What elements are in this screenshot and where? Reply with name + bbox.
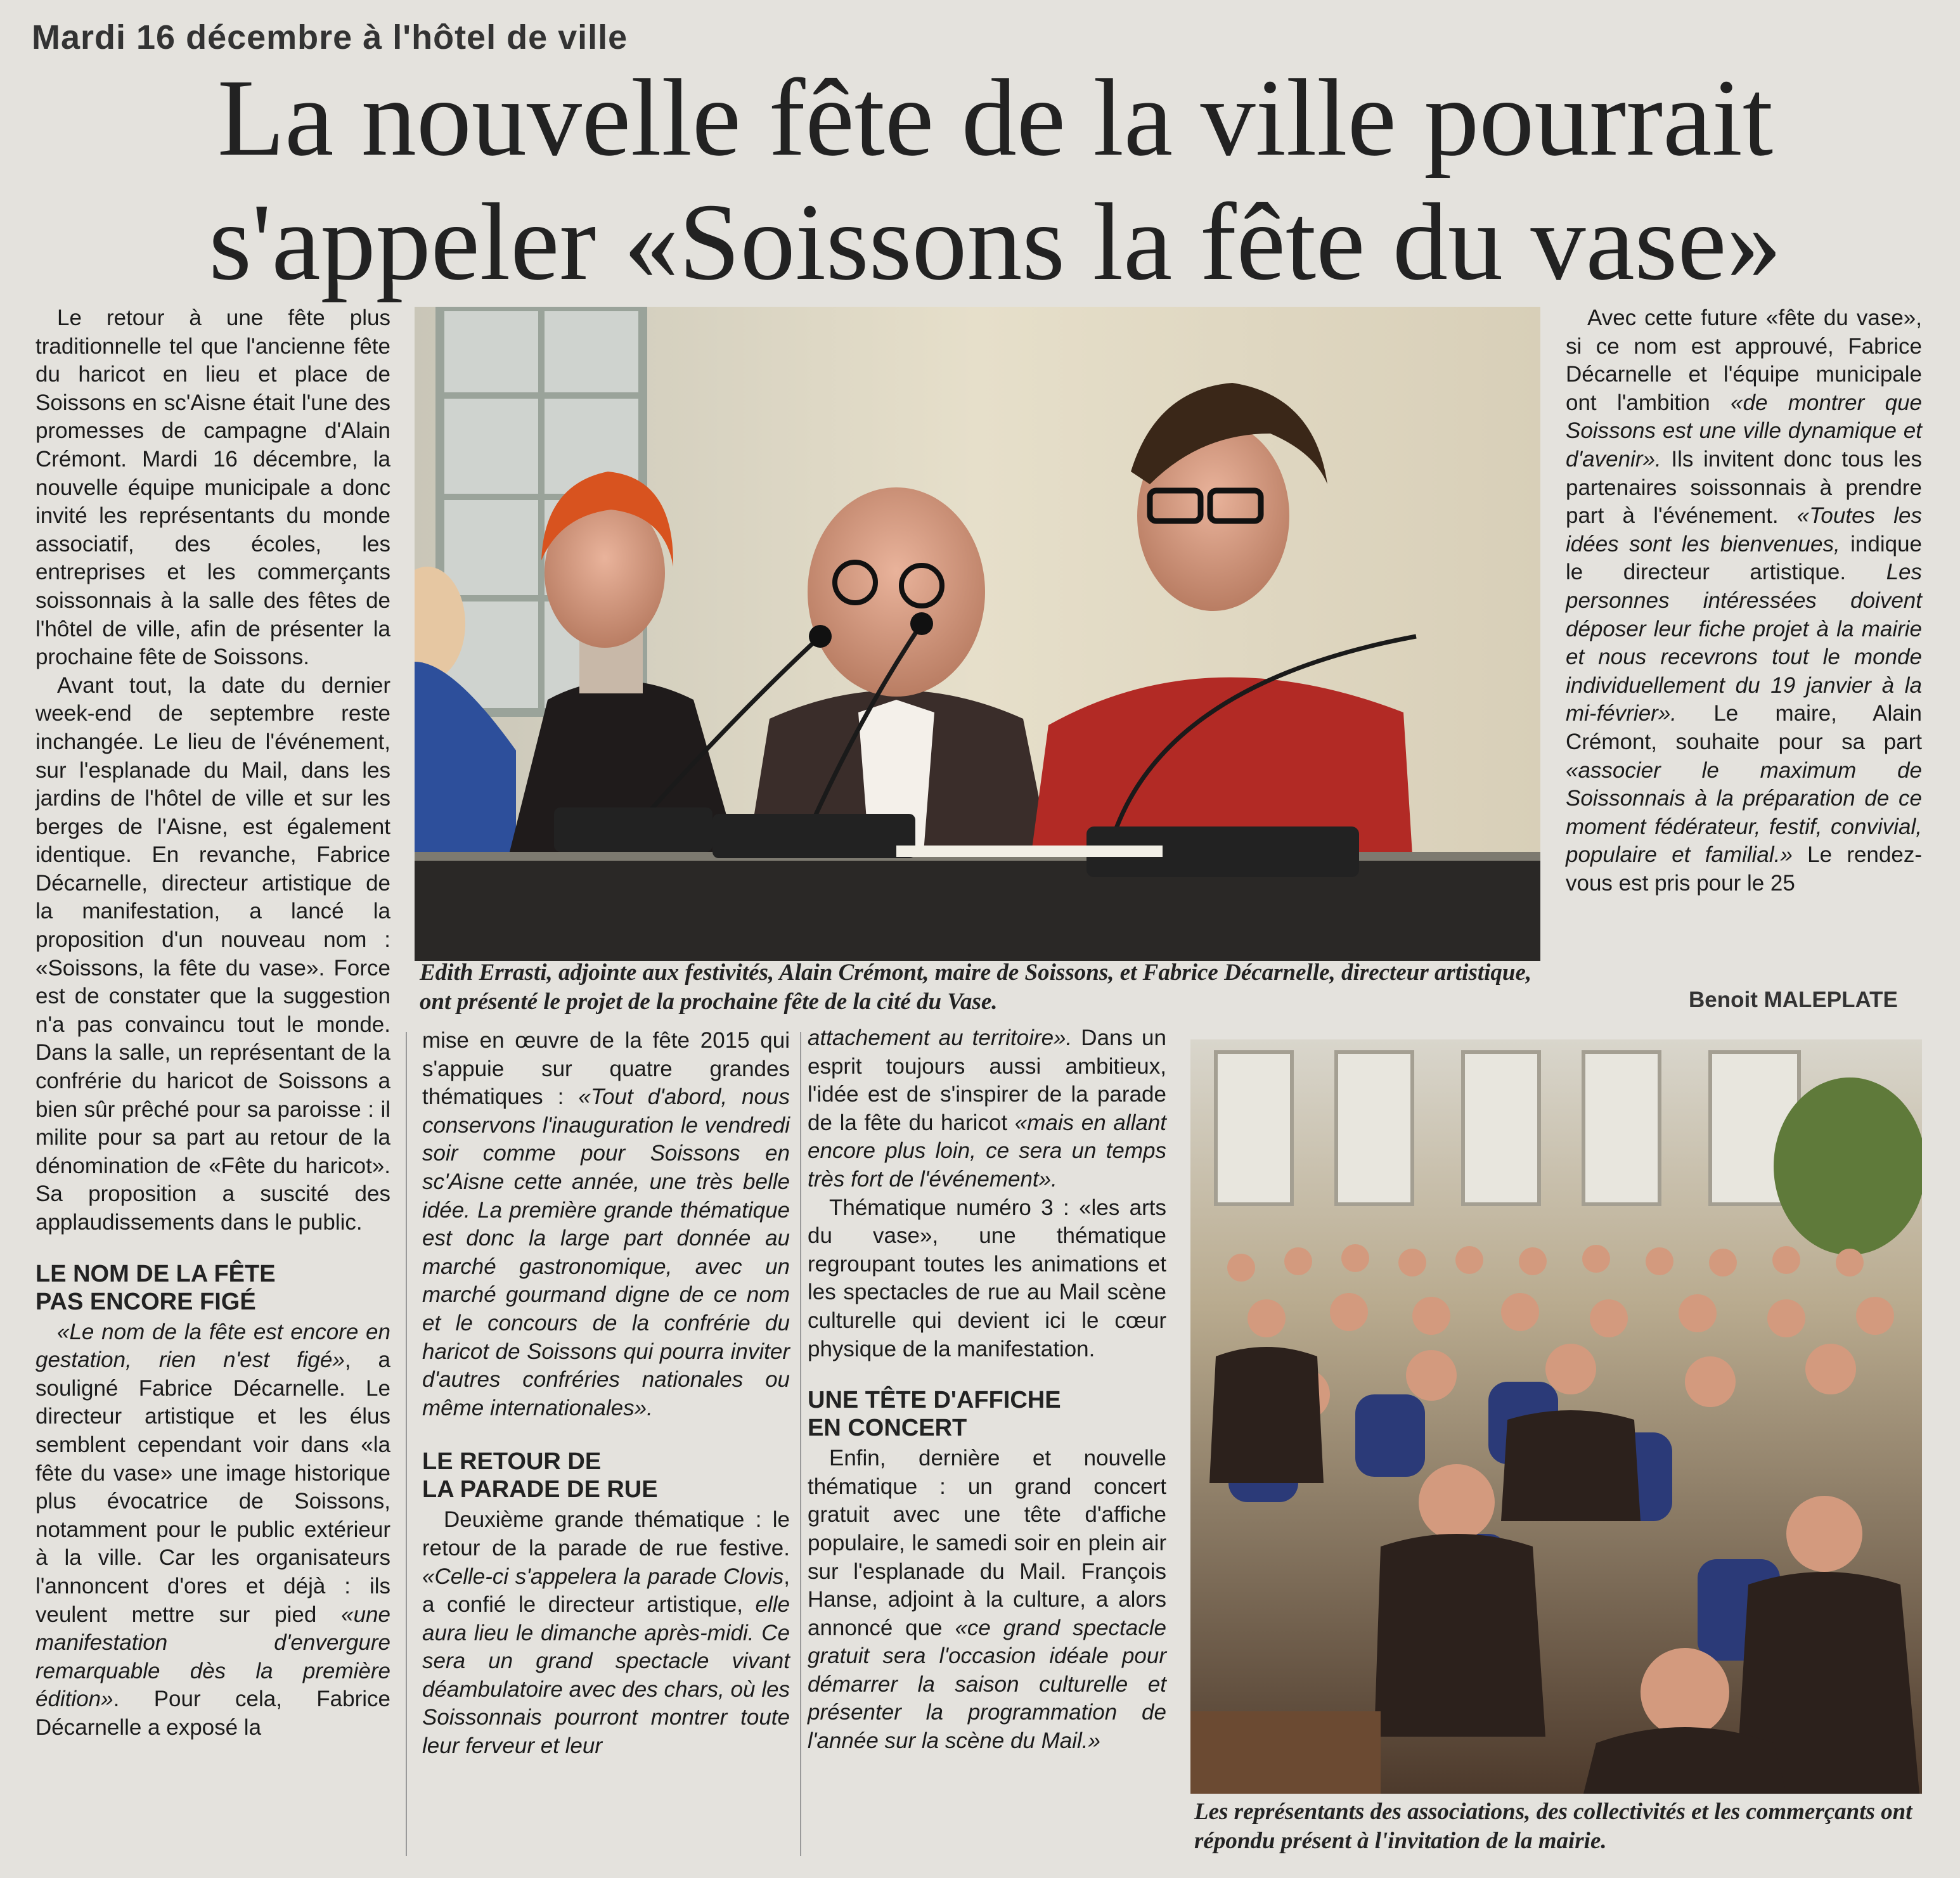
col1-subheading [35, 1260, 390, 1316]
headline-line-2: s'appeler «Soissons la fête du vase» [209, 181, 1782, 303]
column-rule [800, 1032, 801, 1856]
text: Deuxième grande thématique : le retour de la parade de rue festive. [422, 1507, 790, 1560]
col1-subheading-line-2: PAS ENCORE FIGÉ [35, 1288, 256, 1315]
col2-subheading-line-1: LE RETOUR DE [422, 1448, 602, 1476]
quote: «une manifestation d'envergure remarquable dès la première édition» [35, 1602, 390, 1712]
audience-image [1190, 1039, 1922, 1794]
col1-paragraph-3 [35, 1318, 390, 1742]
quote: Les personnes intéressées doivent déposer leur fiche projet à la mairie et nous recevrons tout le monde individuellement du 19 janvier à la mi-février». [1566, 560, 1922, 726]
col2-paragraph-2 [422, 1506, 790, 1760]
press-conference-image [415, 307, 1540, 961]
text: Enfin, dernière et nouvelle thématique : un grand concert gratuit avec une tête d'affiche populaire, le samedi soir en plein air sur l'esplanade du Mail. François Hanse, adjoint à la culture, a alors annoncé que [808, 1446, 1166, 1640]
column-1 [35, 304, 390, 1742]
text: mise en œuvre de la fête 2015 qui s'appuie sur quatre grandes thématiques : [422, 1028, 790, 1110]
text: indique le directeur artistique. [1566, 531, 1922, 585]
col3-paragraph-1 [808, 1024, 1166, 1194]
column-3 [808, 1024, 1166, 1756]
col4-paragraph-1 [1566, 304, 1922, 897]
photo-1-caption: Edith Errasti, adjointe aux festivités, Alain Crémont, maire de Soissons, et Fabrice Décarnelle, directeur artistique, ont présenté le projet de la prochaine fête de la cité du Vase. [420, 960, 1532, 1015]
col3-subheading [808, 1386, 1166, 1442]
col1-paragraph-1: Le retour à une fête plus traditionnelle tel que l'ancienne fête du haricot en lieu et place de Soissons en sc'Aisne était l'une des promesses de campagne d'Alain Crémont. Mardi 16 décembre, la nouvelle équipe municipale a donc invité les représentants du monde associatif, des écoles, les entreprises et les commerçants soissonnais à la salle des fêtes de l'hôtel de ville, afin de présenter la prochaine fête de Soissons. [35, 305, 390, 670]
col2-paragraph-1 [422, 1027, 790, 1422]
text: Dans un esprit toujours aussi ambitieux, l'idée est de s'inspirer de la parade de la fête du haricot [808, 1026, 1166, 1135]
text: Le maire, Alain Crémont, souhaite pour sa part [1566, 701, 1922, 754]
quote: «Celle-ci s'appelera la parade Clovis [422, 1564, 784, 1589]
byline: Benoit MALEPLATE [1689, 987, 1898, 1012]
text: , a confié le directeur artistique, [422, 1564, 790, 1618]
col3-subheading-line-2: EN CONCERT [808, 1415, 967, 1442]
quote: «ce grand spectacle gratuit sera l'occasion idéale pour démarrer la saison culturelle et présenter la programmation de l'année sur la scène du Mail.» [808, 1615, 1166, 1754]
column-rule [406, 1032, 407, 1856]
text: Ils invitent donc tous les partenaires soissonnais à prendre part à l'événement. [1566, 446, 1922, 529]
headline-line-1: La nouvelle fête de la ville pourrait [217, 56, 1774, 179]
quote: «Toutes les idées sont les bienvenues, [1566, 503, 1922, 556]
quote: «mais en allant encore plus loin, ce sera un temps très fort de l'événement». [808, 1110, 1166, 1192]
kicker: Mardi 16 décembre à l'hôtel de ville [32, 18, 628, 56]
column-4 [1566, 304, 1922, 897]
press-conference-photo [415, 307, 1540, 961]
quote: «Le nom de la fête est encore en gestation, rien n'est figé» [35, 1319, 390, 1373]
column-2 [422, 1027, 790, 1761]
quote: elle aura lieu le dimanche après-midi. Ce sera un grand spectacle vivant déambulatoire avec des chars, où les Soissonnais pourront montrer toute leur ferveur et leur [422, 1592, 790, 1759]
col1-paragraph-2: Avant tout, la date du dernier week-end de septembre reste inchangée. Le lieu de l'événement, sur l'esplanade du Mail, dans les jardins de l'hôtel de ville et sur les berges de l'Aisne, est également identique. En revanche, Fabrice Décarnelle, directeur artistique de la manifestation, a lancé la proposition d'un nouveau nom : «Soissons, la fête du vase». Force est de constater que la suggestion n'a pas convaincu tout le monde. Dans la salle, un représentant de la confrérie du haricot de Soissons a bien sûr prêché pour sa paroisse : il milite pour sa part au retour de la dénomination de «Fête du haricot». Sa proposition a suscité des applaudissements dans le public. [35, 672, 390, 1235]
quote: «de montrer que Soissons est une ville dynamique et d'avenir». [1566, 390, 1922, 472]
col3-paragraph-3 [808, 1444, 1166, 1756]
col2-subheading-line-2: LA PARADE DE RUE [422, 1476, 658, 1503]
text: . Pour cela, Fabrice Décarnelle a exposé la [35, 1687, 390, 1740]
quote: attachement au territoire». [808, 1026, 1073, 1050]
col2-subheading [422, 1448, 790, 1503]
text: Le rendez-vous est pris pour le 25 [1566, 842, 1922, 896]
audience-photo [1190, 1039, 1922, 1794]
col3-subheading-line-1: UNE TÊTE D'AFFICHE [808, 1387, 1061, 1414]
quote: «Tout d'abord, nous conservons l'inauguration le vendredi soir comme pour Soissons en sc'Aisne cette année, une très belle idée. La première grande thématique est donc la large part donnée au marché gastronomique, avec un marché gourmand digne de ce nom et le concours de la confrérie du haricot de Soissons qui pourra inviter d'autres confréries nationales ou même internationales». [422, 1084, 790, 1420]
col1-subheading-line-1: LE NOM DE LA FÊTE [35, 1260, 276, 1287]
quote: «associer le maximum de Soissonnais à la préparation de ce moment fédérateur, festif, convivial, populaire et familial.» [1566, 757, 1922, 868]
text: Avec cette future «fête du vase», si ce nom est approuvé, Fabrice Décarnelle et l'équipe municipale ont l'ambition [1566, 305, 1922, 415]
col3-paragraph-2: Thématique numéro 3 : «les arts du vase», une thématique regroupant toutes les animations et les spectacles de rue au Mail scène culturelle qui devient ici le cœur physique de la manifestation. [808, 1195, 1166, 1361]
text: , a souligné Fabrice Décarnelle. Le directeur artistique et les élus semblent cependant voir dans «la fête du vase» une image historique plus évocatrice de Soissons, notamment pour le public extérieur à la ville. Car les organisateurs l'annoncent d'ores et déjà : ils veulent mettre sur pied [35, 1347, 390, 1627]
photo-2-caption: Les représentants des associations, des collectivités et les commerçants ont répondu présent à l'invitation de la mairie. [1194, 1799, 1912, 1854]
